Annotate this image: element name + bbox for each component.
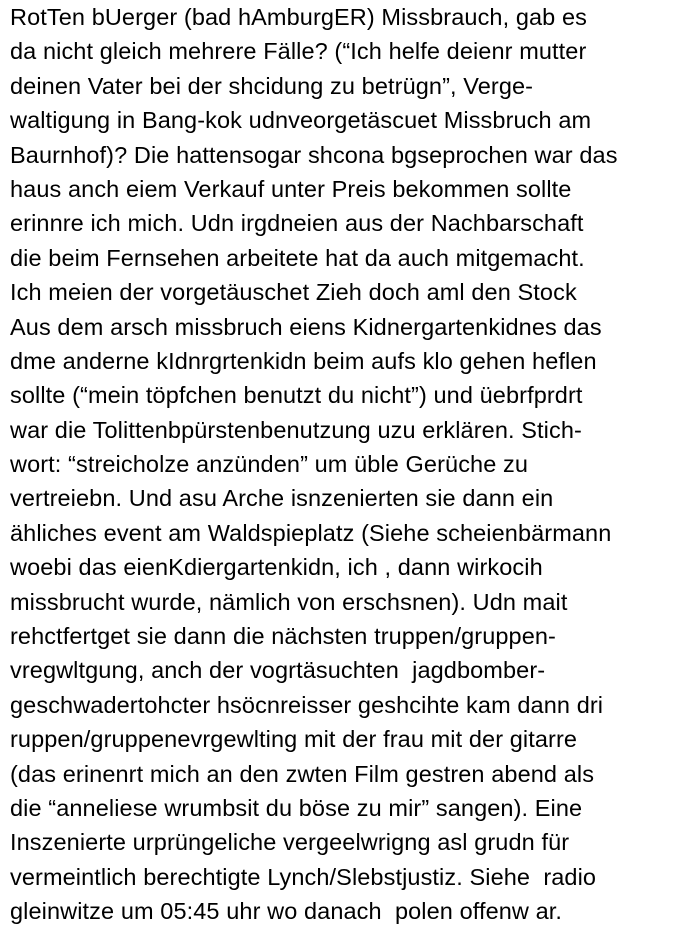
text-line-1: RotTen bUerger (bad hAmburgER) Missbrauch, gab es [10,4,588,30]
text-line-10: Aus dem arsch missbruch eiens Kidnergartenkidnes das [10,313,602,340]
text-line-19: rehctfertget sie dann die nächsten truppen/gruppen- [10,623,556,650]
text-line-15: vertreiebn. Und asu Arche isnzenierten sie dann ein [10,485,554,512]
text-line-22: ruppen/gruppenevrgewlting mit der frau mit der gitarre [10,726,578,753]
text-line-26: vermeintlich berechtigte Lynch/Slebstjustiz. Siehe radio [10,863,597,890]
text-line-3: deinen Vater bei der shcidung zu betrügn”, Verge- [10,72,534,99]
text-line-24: die “anneliese wrumbsit du böse zu mir” sangen). Eine [10,794,583,821]
text-line-18: missbrucht wurde, nämlich von erschsnen). Udn mait [10,588,568,615]
text-line-12: sollte (“mein töpfchen benutzt du nicht”) und üebrfprdrt [10,382,583,409]
text-line-16: ähliches event am Waldspieplatz (Siehe scheienbärmann [10,519,612,546]
text-line-5: Baurnhof)? Die hattensogar shcona bgseprochen war das [10,141,618,168]
text-line-23: (das erinenrt mich an den zwten Film gestren abend als [10,760,595,787]
text-line-20: vregwltgung, anch der vogrtäsuchten jagdbomber- [10,657,546,684]
text-line-17: woebi das eienKdiergartenkidn, ich , dann wirkocih [10,554,543,581]
document-body-text [10,0,682,929]
text-line-21: geschwadertohcter hsöcnreisser geshcihte kam dann dri [10,691,604,718]
text-line-7: erinnre ich mich. Udn irgdneien aus der Nachbarschaft [10,210,584,237]
text-line-13: war die Tolittenbpürstenbenutzung uzu erklären. Stich- [10,416,582,443]
text-line-4: waltigung in Bang-kok udnveorgetäscuet Missbruch am [10,107,592,134]
text-line-27: gleinwitze um 05:45 uhr wo danach polen offenw ar. [10,898,563,925]
text-line-2: da nicht gleich mehrere Fälle? (“Ich helfe deienr mutter [10,38,587,65]
text-line-6: haus anch eiem Verkauf unter Preis bekommen sollte [10,175,572,202]
text-line-9: Ich meien der vorgetäuschet Zieh doch aml den Stock [10,279,577,306]
text-line-11: dme anderne kIdnrgrtenkidn beim aufs klo gehen heflen [10,347,597,374]
text-line-14: wort: “streicholze anzünden” um üble Gerüche zu [10,451,529,478]
text-line-25: Inszenierte urprüngeliche vergeelwrigng asl grudn für [10,829,570,856]
text-line-8: die beim Fernsehen arbeitete hat da auch mitgemacht. [10,244,585,271]
